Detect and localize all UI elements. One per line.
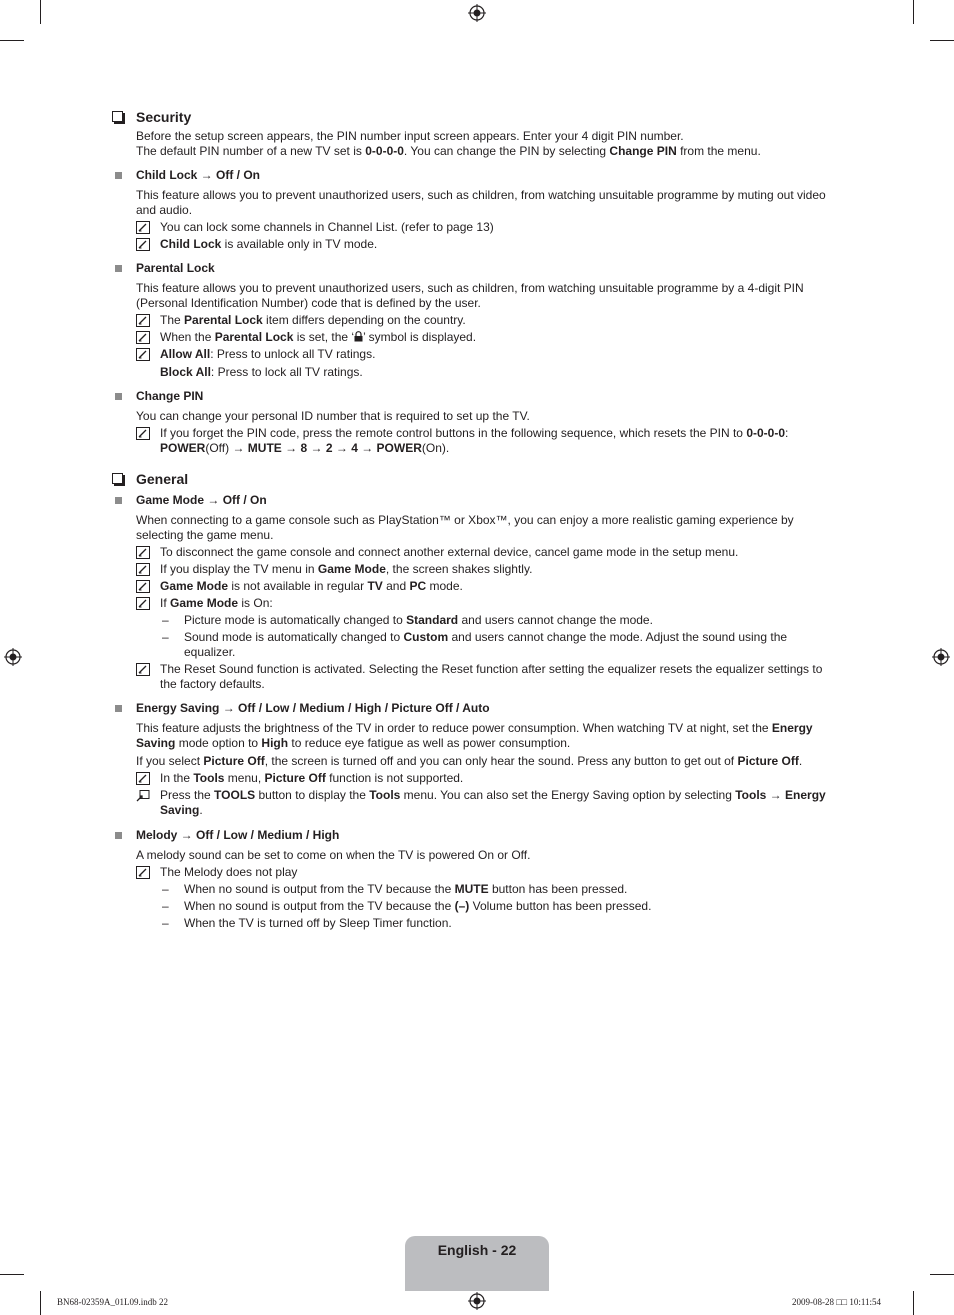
dash-item: – When no sound is output from the TV because the (–) Volume button has been pressed.	[162, 899, 652, 913]
note-item: Game Mode is not available in regular TV and PC mode.	[110, 579, 840, 594]
note-pencil-icon	[136, 314, 150, 327]
heading-melody: Melody → Off / Low / Medium / High	[110, 828, 840, 843]
heading-change-pin: Change PIN	[110, 389, 840, 404]
dash-item: – Sound mode is automatically changed to Custom and users cannot change the mode. Adjust the sound using the equalizer.	[162, 630, 788, 659]
square-bullet-icon	[115, 172, 122, 179]
note-pencil-icon	[136, 331, 150, 344]
note-pencil-icon	[136, 221, 150, 234]
page-number-tab	[405, 1236, 549, 1291]
note-item: The Reset Sound function is activated. Selecting the Reset function after setting the equalizer resets the equalizer settings to the factory defaults.	[110, 662, 840, 692]
dash-item: – Picture mode is automatically changed to Standard and users cannot change the mode.	[162, 613, 653, 627]
heading-child-lock: Child Lock → Off / On	[110, 168, 840, 183]
crop-mark	[930, 40, 954, 41]
energy-saving-desc: This feature adjusts the brightness of the TV in order to reduce power consumption. When watching TV at night, set the Energy Saving mode option to High to reduce eye fatigue as well as power consumption.	[136, 721, 813, 750]
crop-mark	[40, 1291, 41, 1315]
game-mode-desc: When connecting to a game console such as PlayStation™ or Xbox™, you can enjoy a more realistic gaming experience by selecting the game menu.	[136, 513, 794, 542]
crop-mark	[913, 1291, 914, 1315]
child-lock-desc: This feature allows you to prevent unauthorized users, such as children, from watching unsuitable programme by muting out video and audio.	[136, 188, 826, 217]
square-bullet-icon	[115, 832, 122, 839]
note-item: In the Tools menu, Picture Off function is not supported.	[110, 771, 840, 786]
print-slug-left: BN68-02359A_01L09.indb 22	[57, 1297, 168, 1307]
change-pin-desc: You can change your personal ID number that is required to set up the TV.	[136, 409, 530, 423]
registration-mark-icon	[468, 4, 486, 22]
heading-energy-saving: Energy Saving → Off / Low / Medium / High / Picture Off / Auto	[110, 701, 840, 716]
square-bullet-icon	[115, 393, 122, 400]
parental-lock-desc: This feature allows you to prevent unauthorized users, such as children, from watching unsuitable programme by a 4-digit PIN (Personal Identification Number) code that is defined by the user.	[136, 281, 804, 310]
note-pencil-icon	[136, 866, 150, 879]
note-item: If you display the TV menu in Game Mode, the screen shakes slightly.	[110, 562, 840, 577]
dash-item: – When the TV is turned off by Sleep Timer function.	[162, 916, 452, 930]
note-item: Child Lock is available only in TV mode.	[110, 237, 840, 252]
security-default-pin: The default PIN number of a new TV set is 0-0-0-0. You can change the PIN by selecting Change PIN from the menu.	[136, 144, 761, 158]
note-pencil-icon	[136, 563, 150, 576]
security-intro: Before the setup screen appears, the PIN number input screen appears. Enter your 4 digit PIN number.	[136, 129, 684, 143]
note-pencil-icon	[136, 772, 150, 785]
note-pencil-icon	[136, 663, 150, 676]
note-item: To disconnect the game console and connect another external device, cancel game mode in the setup menu.	[110, 545, 840, 560]
note-pencil-icon	[136, 348, 150, 361]
note-item: If you forget the PIN code, press the remote control buttons in the following sequence, which resets the PIN to 0-0-0-0:	[110, 426, 840, 441]
note-continuation: Block All: Press to lock all TV ratings.	[160, 365, 363, 379]
manual-content	[110, 108, 840, 931]
square-bullet-icon	[115, 497, 122, 504]
square-bullet-icon	[115, 265, 122, 272]
pin-reset-sequence: POWER(Off) → MUTE → 8 → 2 → 4 → POWER(On).	[160, 441, 450, 455]
tools-icon	[136, 789, 150, 802]
note-pencil-icon	[136, 427, 150, 440]
melody-desc: A melody sound can be set to come on when the TV is powered On or Off.	[136, 848, 531, 862]
lock-icon	[354, 331, 363, 342]
note-item: Allow All: Press to unlock all TV ratings.	[110, 347, 840, 362]
note-pencil-icon	[136, 238, 150, 251]
note-item: You can lock some channels in Channel List. (refer to page 13)	[110, 220, 840, 235]
note-item: The Parental Lock item differs depending on the country.	[110, 313, 840, 328]
section-title-security: Security	[110, 108, 840, 126]
heading-game-mode: Game Mode → Off / On	[110, 493, 840, 508]
note-item: The Melody does not play	[110, 865, 840, 880]
crop-mark	[40, 0, 41, 24]
crop-mark	[930, 1274, 954, 1275]
energy-saving-picture-off: If you select Picture Off, the screen is turned off and you can only hear the sound. Press any button to get out of Picture Off.	[136, 754, 803, 768]
tools-tip: Press the TOOLS button to display the Tools menu. You can also set the Energy Saving option by selecting Tools → Energy Saving.	[110, 788, 840, 818]
note-pencil-icon	[136, 597, 150, 610]
page-number: English - 22	[437, 1242, 517, 1258]
print-slug-right: 2009-08-28 □□ 10:11:54	[792, 1297, 882, 1307]
registration-mark-icon	[468, 1292, 486, 1310]
registration-mark-icon	[4, 648, 22, 666]
crop-mark	[0, 40, 24, 41]
square-bullet-icon	[115, 705, 122, 712]
heading-parental-lock: Parental Lock	[110, 261, 840, 276]
checkbox-icon	[112, 473, 123, 484]
checkbox-icon	[112, 111, 123, 122]
crop-mark	[0, 1274, 24, 1275]
registration-mark-icon	[932, 648, 950, 666]
note-pencil-icon	[136, 580, 150, 593]
note-pencil-icon	[136, 546, 150, 559]
section-title-general: General	[110, 470, 840, 488]
note-item: When the Parental Lock is set, the ‘ ’ symbol is displayed.	[110, 330, 840, 345]
note-item: If Game Mode is On:	[110, 596, 840, 611]
dash-item: – When no sound is output from the TV because the MUTE button has been pressed.	[162, 882, 628, 896]
crop-mark	[913, 0, 914, 24]
